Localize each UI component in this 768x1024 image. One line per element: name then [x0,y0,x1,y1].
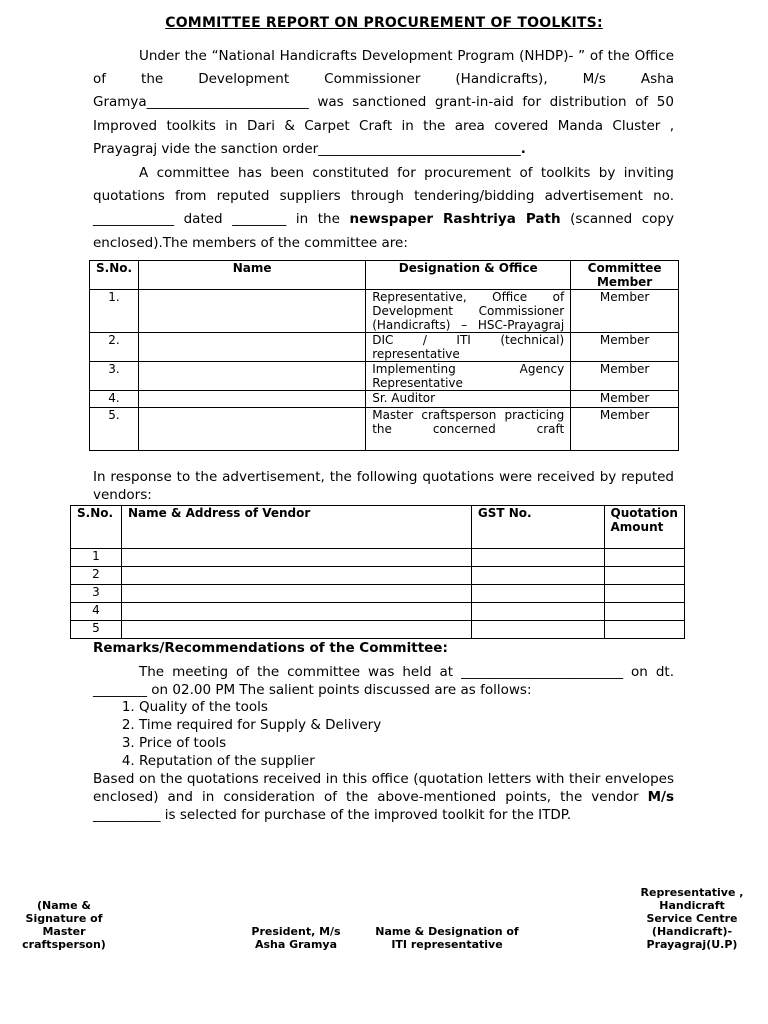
row-gst [471,549,604,567]
header-vendor: Name & Address of Vendor [121,506,471,549]
vendor-table-header [71,506,685,549]
header-sno: S.No. [71,506,122,549]
meeting-text: The meeting of the committee was held at ________________________ on dt. ________ on 02.00 PM The salient points discussed are as follows: [93,664,674,698]
row-gst [471,567,604,585]
meeting-paragraph [93,663,674,699]
quotation-intro: In response to the advertisement, the following quotations were received by reputed vendors: [93,469,674,503]
list-item: 1. Quality of the tools [139,698,381,716]
signature-hsc-representative: Representative , Handicraft Service Centre (Handicraft)-Prayagraj(U.P) [640,886,744,951]
row-sno: 3 [71,585,122,603]
table-row [71,567,685,585]
table-row [71,621,685,639]
table-row [90,333,679,362]
row-name [139,290,366,333]
signature-master-craftsperson: (Name & Signature of Master craftsperson) [22,899,106,951]
row-sno: 5. [90,408,139,451]
header-gst: GST No. [471,506,604,549]
row-role: Member [571,408,679,451]
row-role: Member [571,333,679,362]
row-vendor [121,549,471,567]
row-role: Member [571,362,679,391]
table-row [90,290,679,333]
row-vendor [121,621,471,639]
table-row [90,391,679,408]
row-sno: 3. [90,362,139,391]
conclusion-text-a: Based on the quotations received in this office (quotation letters with their envelopes enclosed) and in consideration of the above-mentioned points, the vendor [93,771,674,805]
row-name [139,333,366,362]
row-sno: 4. [90,391,139,408]
row-gst [471,603,604,621]
header-sno: S.No. [90,261,139,290]
newspaper-name: newspaper Rashtriya Path [349,211,561,228]
row-vendor [121,567,471,585]
row-gst [471,621,604,639]
row-designation: Sr. Auditor [366,391,571,408]
page-title: COMMITTEE REPORT ON PROCUREMENT OF TOOLKITS: [165,15,603,31]
header-quotation-amount: Quotation Amount [604,506,685,549]
remarks-heading: Remarks/Recommendations of the Committee: [93,640,448,656]
row-role: Member [571,391,679,408]
row-vendor [121,603,471,621]
row-amount [604,585,685,603]
vendor-quotations-table [70,505,685,639]
list-item: 3. Price of tools [139,734,381,752]
intro-text-1: Under the “National Handicrafts Development Program (NHDP)- ” of the Office of the Development Commissioner (Handicrafts), M/s Asha Gramya________________________ was sanctioned grant-in-aid for distribution of 50 Improved toolkits in Dari & Carpet Craft in the area covered Manda Cluster , Prayagraj vide the sanction order______________________________ [93,48,674,157]
conclusion-text-b: __________ is selected for purchase of the improved toolkit for the ITDP. [93,807,572,823]
row-sno: 1. [90,290,139,333]
row-sno: 2. [90,333,139,362]
intro-paragraph-2 [93,162,674,255]
intro-text-2a: A committee has been constituted for procurement of toolkits by inviting quotations from reputed suppliers through tendering/bidding advertisement no. ____________ dated ________ in the [93,165,674,228]
row-sno: 2 [71,567,122,585]
committee-table-header [90,261,679,290]
row-name [139,391,366,408]
committee-members-table [89,260,679,451]
row-designation: Implementing Agency Representative [366,362,571,391]
row-sno: 1 [71,549,122,567]
row-amount [604,567,685,585]
table-row [71,585,685,603]
row-vendor [121,585,471,603]
row-amount [604,621,685,639]
row-amount [604,603,685,621]
table-row [71,603,685,621]
list-item: 4. Reputation of the supplier [139,752,381,770]
table-row [90,408,679,451]
intro-paragraph-1 [93,45,674,161]
row-sno: 4 [71,603,122,621]
row-designation: Representative, Office of Development Commissioner (Handicrafts) – HSC-Prayagraj [366,290,571,333]
table-row [71,549,685,567]
row-role: Member [571,290,679,333]
header-name: Name [139,261,366,290]
row-sno: 5 [71,621,122,639]
list-item: 2. Time required for Supply & Delivery [139,716,381,734]
vendor-label: M/s [647,789,674,805]
header-committee-member: Committee Member [571,261,679,290]
signature-president: President, M/s Asha Gramya [251,925,341,951]
intro-period: . [520,140,526,157]
intro-text-2b: (scanned copy enclosed).The members of the committee are: [93,211,674,251]
conclusion-paragraph [93,770,674,824]
row-designation: DIC / ITI (technical) representative [366,333,571,362]
signature-iti-representative: Name & Designation of ITI representative [375,925,519,951]
row-name [139,362,366,391]
discussion-points [93,698,381,770]
header-designation: Designation & Office [366,261,571,290]
row-gst [471,585,604,603]
row-amount [604,549,685,567]
table-row [90,362,679,391]
row-name [139,408,366,451]
row-designation: Master craftsperson practicing the concerned craft [366,408,571,451]
